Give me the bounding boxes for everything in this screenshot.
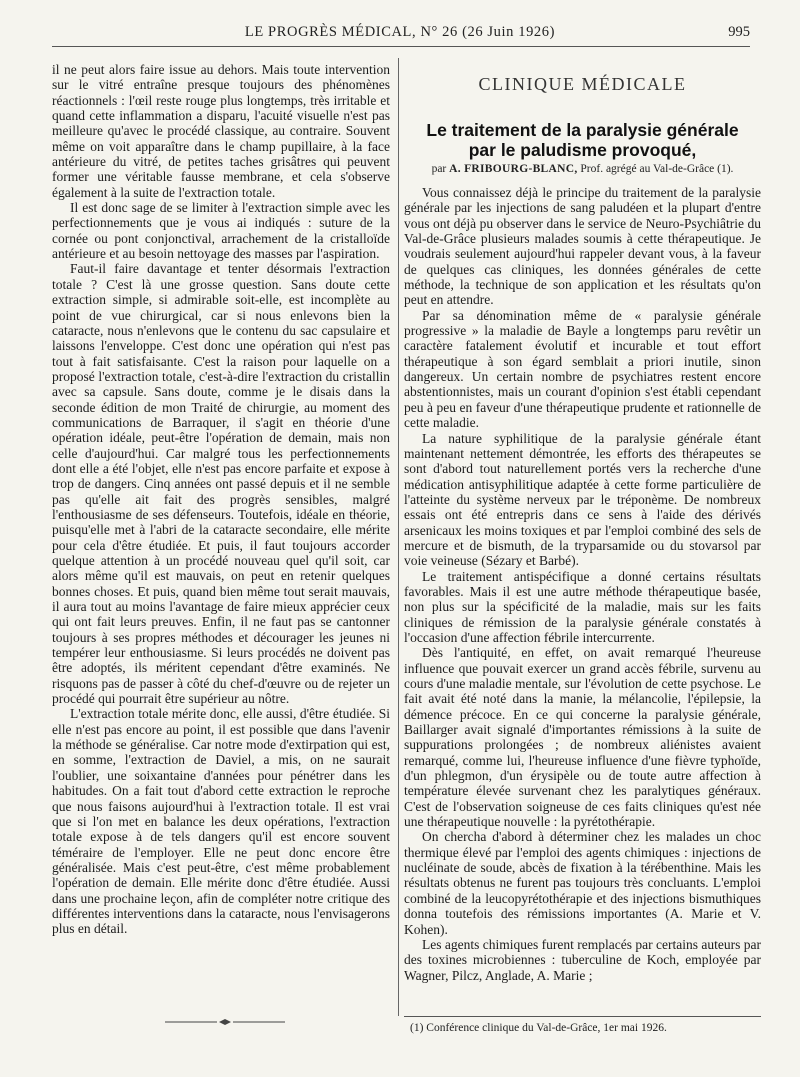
left-paragraph: Faut-il faire davantage et tenter désormais l'extraction totale ? C'est là une grosse question. Sans doute cette extraction simple, si admirable soit-elle, est incomplète au point de vue chirurgical, car si nous enlevons bien la cataracte, nous n'enlevons que le contenu du sac capsulaire et laissons l'enveloppe. C'est donc une opération qui n'est pas tout à fait satisfaisante. C'est la raison pour laquelle on a proposé l'extraction totale, c'est-à-dire l'extraction du cristallin avec sa capsule. Sans doute, comme je le disais dans la seconde édition de mon Traité de chirurgie, au moment des communications de Barraquer, il s'agit en théorie d'une opération idéale, peut-être l'opération de demain, mais non celle d'aujourd'hui. Car malgré tous les perfectionnements dont elle a été l'objet, elle n'est pas encore parfaite et expose à trop de dangers. Cinq années ont passé depuis et il ne semble pas qu'elle ait fait des progrès sensibles, malgré l'enthousiasme de ses défenseurs. Toutefois, idéale en théorie, puisqu'elle met à l'abri de la cataracte secondaire, elle mérite pour cela d'être étudiée. Et puis, il faut toujours accorder quelque attention à un procédé nouveau quel qu'il soit, car alors même qu'il est mauvais, on peut en retenir quelques bonnes choses. Et puis, quand bien même tout serait mauvais, il aura tout au moins l'avantage de faire mieux apprécier ceux qui ont fait leurs preuves. Enfin, il ne faut pas se cantonner toujours à ses propres méthodes et décourager les jeunes ni tempérer leur enthousiasme. Si leurs procédés ne doivent pas être adoptés, ils méritent cependant d'être examinés. Ne risquons pas de passer à côté du chef-d'œuvre ou de rejeter un procédé qui pourrait être supérieur au nôtre. — [52, 261, 390, 707]
footnote-rule — [404, 1016, 761, 1017]
footnote: (1) Conférence clinique du Val-de-Grâce, 1er mai 1926. — [410, 1022, 667, 1034]
page-number: 995 — [728, 24, 750, 40]
column-divider — [398, 58, 399, 1016]
right-paragraph: On chercha d'abord à déterminer chez les malades un choc thermique élevé par l'emploi des agents chimiques : injections de nucléinate de soude, abcès de fixation à la térébenthine. Mais les résultats obtenus ne furent pas toujours très concluants. L'emploi combiné de la leucopyrétothérapie et des injections bismuthiques donna toutefois des rémissions importantes (A. Marie et V. Kohen). — [404, 829, 761, 937]
header-rule — [52, 46, 750, 47]
article-title-line: par le paludisme provoqué, — [468, 140, 697, 160]
byline — [404, 163, 761, 175]
right-paragraph: Vous connaissez déjà le principe du traitement de la paralysie générale par les injections de sang paludéen et la plupart d'entre vous ont déjà pu observer dans le service de Neuro-Psychiâtrie du Val-de-Grâce plusieurs malades soumis à cette thérapeutique. Je voudrais seulement aujourd'hui rappeler devant vous, à la faveur de quelques cas cliniques, les données générales de cette méthode, la technique de son application et les résultats qu'on peut en attendre. — [404, 185, 761, 308]
left-column — [52, 62, 390, 937]
running-header — [0, 24, 800, 46]
right-paragraph: Les agents chimiques furent remplacés par certains auteurs par des toxines microbiennes : tuberculine de Koch, employée par Wagner, Pilcz, Anglade, A. Marie ; — [404, 936, 761, 983]
article-title-line: Le traitement de la paralysie générale — [426, 120, 739, 140]
section-heading: CLINIQUE MÉDICALE — [478, 74, 687, 94]
byline-author: A. FRIBOURG-BLANC, — [449, 163, 578, 175]
byline-affiliation: Prof. agrégé au Val-de-Grâce (1). — [580, 163, 734, 175]
article-title — [404, 120, 761, 160]
right-paragraph: La nature syphilitique de la paralysie générale étant maintenant nettement démontrée, les efforts des thérapeutes se sont d'abord tout naturellement portés vers la recherche d'une médication antisyphilitique adaptée à cette forme particulière de l'atteinte du système nerveux par le tréponème. De nombreux essais ont été entrepris dans ce sens à l'aide des dérivés arsenicaux les moins toxiques et par l'emploi combiné des sels de mercure et de bismuth, de la tryparsamide ou du stovarsol par voie veineuse (Sézary et Barbé). — [404, 430, 761, 569]
left-paragraph: Il est donc sage de se limiter à l'extraction simple avec les perfectionnements que je vous ai indiqués : suture de la cornée ou pont conjonctival, arrachement de la cristalloïde antérieure et au besoin nettoyage des masses par l'aspiration. — [52, 200, 390, 262]
left-paragraph: L'extraction totale mérite donc, elle aussi, d'être étudiée. Si elle n'est pas encore au point, il est possible que dans l'avenir la méthode se généralise. Car notre mode d'extirpation qui est, en somme, l'extraction de Daviel, a mis, on ne saurait l'oublier, une soixantaine d'années pour pénétrer dans les habitudes. On a fait tout d'abord cette extraction le reproche que nous faisons aujourd'hui à l'extraction totale. Il est vrai que si l'on met en balance les deux opérations, l'extraction totale expose à de tels dangers qu'il est encore souvent téméraire de l'employer. Elle ne peut donc encore être généralisée. Mais c'est peut-être, c'est même probablement l'opération de demain. Elle mérite donc d'être étudiée. Aussi dans une prochaine leçon, afin de compléter notre critique des différentes interventions dans la cataracte, nous l'envisagerons plus en détail. — [52, 706, 390, 937]
right-paragraph: Dès l'antiquité, en effet, on avait remarqué l'heureuse influence que pouvait exercer un grand accès fébrile, survenu au cours d'une maladie mentale, sur l'évolution de cette psychose. Le fait avait été noté dans la manie, la mélancolie, l'épilepsie, la démence précoce. En ce qui concerne la paralysie générale, Baillarger avait signalé d'importantes rémissions à la suite de suppurations prolongées ; de nombreux aliénistes avaient remarqué, comme lui, l'heureuse influence d'une fièvre typhoïde, d'un phlegmon, d'un érysipèle ou de toute autre affection à température élevée survenant chez les paralytiques généraux. C'est de l'observation soigneuse de ces faits cliniques qu'est née une thérapeutique nouvelle : la pyrétothérapie. — [404, 645, 761, 830]
journal-title: LE PROGRÈS MÉDICAL, N° 26 (26 Juin 1926) — [244, 24, 556, 40]
right-column — [404, 185, 761, 983]
right-paragraph: Par sa dénomination même de « paralysie générale progressive » la maladie de Bayle a longtemps paru revêtir un caractère fatalement évolutif et incurable et tout effort thérapeutique à son égard semblait a priori inutile, sinon dangereux. Un certain nombre de psychiatres restent encore abstentionnistes, mais un courant d'opinion s'est établi cependant peu à peu en faveur d'une thérapeutique prudente et rationnelle de cette maladie. — [404, 307, 761, 431]
left-paragraph: il ne peut alors faire issue au dehors. Mais toute intervention sur le vitré entraîne presque toujours des phénomènes réactionnels : l'œil reste rouge plus longtemps, très irritable et quand cette inflammation a disparu, l'acuité visuelle n'est pas meilleure qu'avec le procédé classique, au contraire. Souvent même on voit apparaître dans le champ pupillaire, à la face antérieure du vitré, de petites taches grisâtres qui peuvent former une véritable fausse membrane, et cela s'observe également à la suite de l'extraction totale. — [52, 62, 390, 200]
end-ornament — [165, 1018, 285, 1026]
byline-prefix: par — [431, 163, 447, 175]
right-paragraph: Le traitement antispécifique a donné certains résultats favorables. Mais il est une autre méthode thérapeutique basée, non plus sur la spécificité de la maladie, mais sur les faits cliniques de rémission de la paralysie générale constatés à l'occasion d'une affection fébrile intercurrente. — [404, 568, 761, 645]
